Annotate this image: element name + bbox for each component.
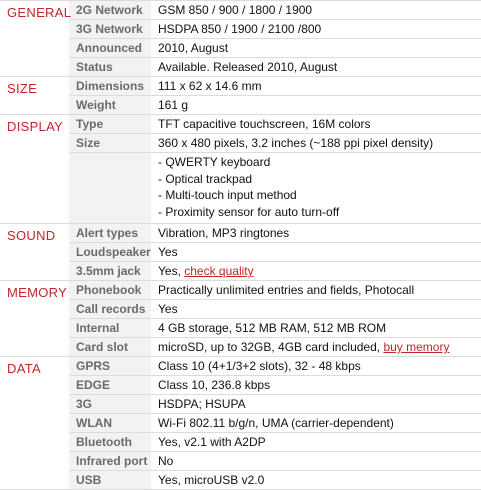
spec-value-with-link bbox=[151, 338, 481, 356]
spec-row-gprs bbox=[69, 357, 481, 376]
spec-row-3g-network bbox=[69, 20, 481, 39]
spec-value: Vibration, MP3 ringtones bbox=[158, 226, 290, 240]
section-title-display: DISPLAY bbox=[7, 119, 64, 134]
spec-value: Available. Released 2010, August bbox=[158, 60, 338, 74]
section-data bbox=[0, 357, 481, 490]
spec-label: EDGE bbox=[69, 376, 151, 394]
spec-row-internal bbox=[69, 319, 481, 338]
spec-row-call-records bbox=[69, 300, 481, 319]
spec-label: Card slot bbox=[69, 338, 151, 356]
spec-value: Yes bbox=[158, 245, 178, 259]
spec-row-audio-jack bbox=[69, 262, 481, 280]
section-title-size: SIZE bbox=[7, 81, 38, 96]
section-memory bbox=[0, 281, 481, 357]
spec-row-type bbox=[69, 115, 481, 134]
spec-row-size bbox=[69, 134, 481, 153]
spec-value: 4 GB storage, 512 MB RAM, 512 MB ROM bbox=[158, 321, 387, 335]
spec-label: Bluetooth bbox=[69, 433, 151, 451]
spec-value: TFT capacitive touchscreen, 16M colors bbox=[158, 117, 371, 131]
spec-label: 3.5mm jack bbox=[69, 262, 151, 280]
spec-row-announced bbox=[69, 39, 481, 58]
spec-label: Infrared port bbox=[69, 452, 151, 470]
spec-label-empty bbox=[69, 153, 151, 223]
spec-label: Size bbox=[69, 134, 151, 152]
spec-label: USB bbox=[69, 471, 151, 489]
spec-label: Loudspeaker bbox=[69, 243, 151, 261]
spec-row-usb bbox=[69, 471, 481, 489]
spec-value: Practically unlimited entries and fields, Photocall bbox=[158, 283, 415, 297]
spec-value: microSD, up to 32GB, 4GB card included, bbox=[158, 340, 384, 354]
feature-item: - Optical trackpad bbox=[158, 171, 253, 186]
spec-row-loudspeaker bbox=[69, 243, 481, 262]
spec-label: Type bbox=[69, 115, 151, 133]
spec-value: Yes, bbox=[158, 264, 185, 278]
spec-value: No bbox=[158, 454, 174, 468]
spec-label: 2G Network bbox=[69, 1, 151, 19]
spec-row-status bbox=[69, 58, 481, 76]
feature-list bbox=[151, 153, 481, 223]
section-display bbox=[0, 115, 481, 224]
spec-label: Internal bbox=[69, 319, 151, 337]
spec-value: Yes bbox=[158, 302, 178, 316]
spec-label: GPRS bbox=[69, 357, 151, 375]
spec-label: Announced bbox=[69, 39, 151, 57]
section-title-data: DATA bbox=[7, 361, 41, 376]
spec-row-card-slot bbox=[69, 338, 481, 356]
spec-label: WLAN bbox=[69, 414, 151, 432]
section-title-sound: SOUND bbox=[7, 228, 56, 243]
spec-value: Class 10, 236.8 kbps bbox=[158, 378, 271, 392]
spec-row-weight bbox=[69, 96, 481, 114]
spec-label: 3G bbox=[69, 395, 151, 413]
section-title-general: GENERAL bbox=[7, 5, 72, 20]
check-quality-link[interactable]: check quality bbox=[184, 264, 254, 278]
spec-row-phonebook bbox=[69, 281, 481, 300]
spec-row-features bbox=[69, 153, 481, 223]
spec-value: 111 x 62 x 14.6 mm bbox=[158, 79, 262, 93]
spec-value: Wi-Fi 802.11 b/g/n, UMA (carrier-dependent) bbox=[158, 416, 394, 430]
spec-row-dimensions bbox=[69, 77, 481, 96]
spec-row-2g-network bbox=[69, 1, 481, 20]
feature-item: - Proximity sensor for auto turn-off bbox=[158, 204, 340, 219]
spec-value: GSM 850 / 900 / 1800 / 1900 bbox=[158, 3, 313, 17]
section-title-memory: MEMORY bbox=[7, 285, 68, 300]
spec-value: Yes, v2.1 with A2DP bbox=[158, 435, 266, 449]
spec-label: Phonebook bbox=[69, 281, 151, 299]
spec-label: Status bbox=[69, 58, 151, 76]
spec-value: Class 10 (4+1/3+2 slots), 32 - 48 kbps bbox=[158, 359, 361, 373]
section-sound bbox=[0, 224, 481, 281]
spec-value: HSDPA; HSUPA bbox=[158, 397, 246, 411]
spec-row-wlan bbox=[69, 414, 481, 433]
spec-label: Call records bbox=[69, 300, 151, 318]
spec-label: Dimensions bbox=[69, 77, 151, 95]
spec-value: 161 g bbox=[158, 98, 189, 112]
feature-item: - Multi-touch input method bbox=[158, 188, 297, 202]
section-size bbox=[0, 77, 481, 115]
spec-row-edge bbox=[69, 376, 481, 395]
spec-row-alert-types bbox=[69, 224, 481, 243]
spec-value: 2010, August bbox=[158, 41, 229, 55]
feature-item: - QWERTY keyboard bbox=[158, 155, 271, 169]
spec-row-3g bbox=[69, 395, 481, 414]
spec-value: Yes, microUSB v2.0 bbox=[158, 473, 265, 487]
spec-row-bluetooth bbox=[69, 433, 481, 452]
spec-label: Alert types bbox=[69, 224, 151, 242]
section-general bbox=[0, 0, 481, 77]
spec-row-infrared bbox=[69, 452, 481, 471]
spec-value: 360 x 480 pixels, 3.2 inches (~188 ppi pixel density) bbox=[158, 136, 434, 150]
spec-label: 3G Network bbox=[69, 20, 151, 38]
spec-label: Weight bbox=[69, 96, 151, 114]
spec-value-with-link bbox=[151, 262, 481, 280]
spec-value: HSDPA 850 / 1900 / 2100 /800 bbox=[158, 22, 322, 36]
buy-memory-link[interactable]: buy memory bbox=[383, 340, 450, 354]
